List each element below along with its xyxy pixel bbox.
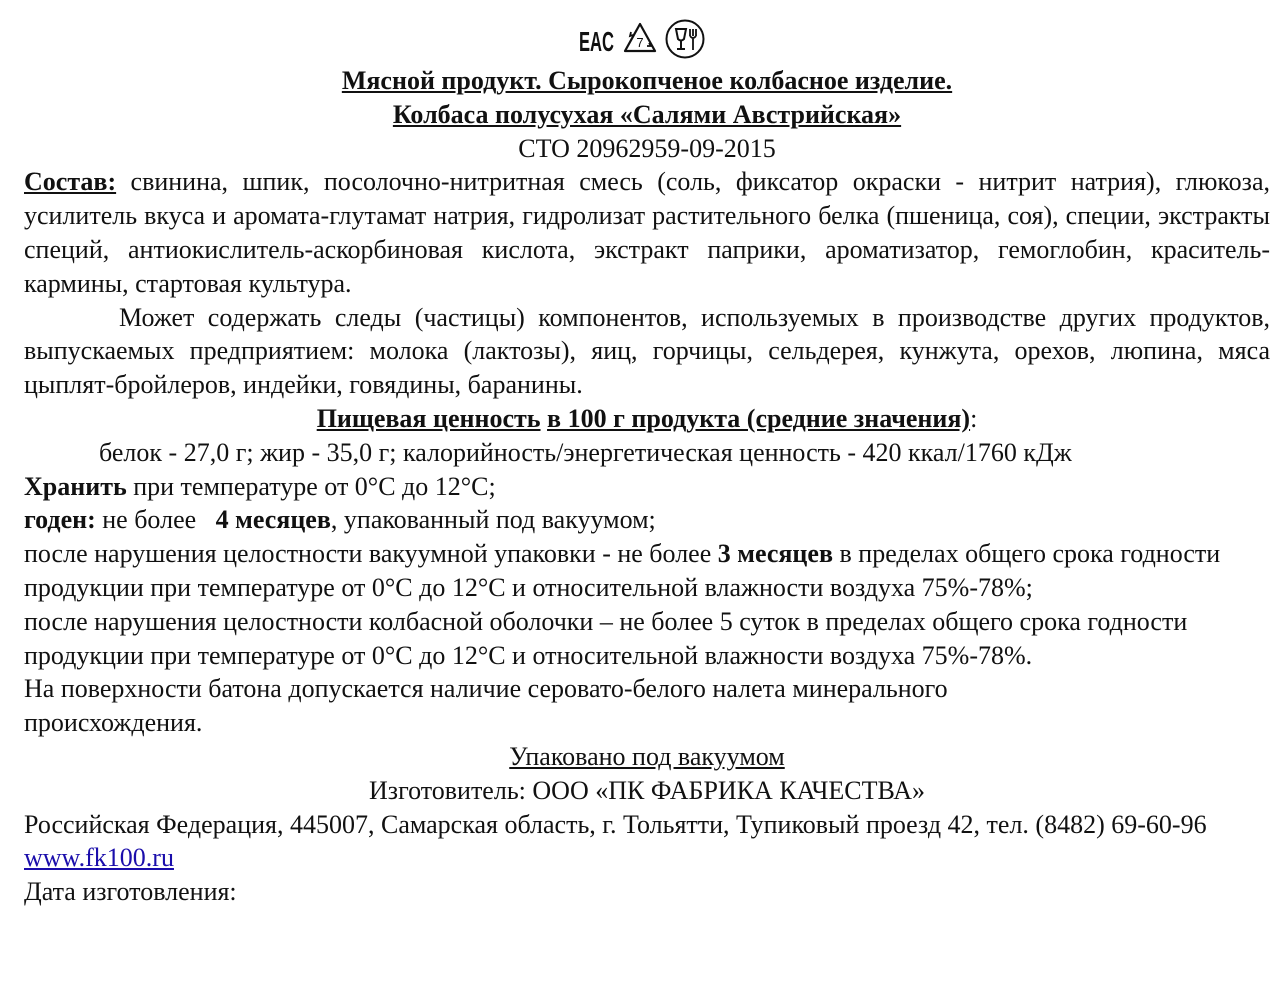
recycle-triangle-icon: [622, 21, 658, 57]
allergen-traces-paragraph: Может содержать следы (частицы) компонентов, используемых в производстве других продуктов, выпускаемых предприятием: молока (лактозы), яиц, горчицы, сельдерея, кунжута, орехов, люпина, мяса цыплят-бройлеров, индейки, говядины, баранины.: [24, 302, 1270, 400]
shelf-life-label: годен:: [24, 505, 96, 535]
website-link[interactable]: www.fk100.ru: [24, 843, 174, 873]
eac-mark-icon: [578, 19, 616, 59]
eac-mark-text: EAC: [579, 26, 614, 57]
composition-text: свинина, шпик, посолочно-нитритная смесь (соль, фиксатор окраски - нитрит натрия), глюкоза, усилитель вкуса и аромата-глутамат натрия, гидролизат растительного белка (пшеница, соя), специи, экстракты специй, антиокислитель-аскорбиновая кислота, экстракт паприки, ароматизатор, гемоглобин, краситель-кармины, стартовая культура.: [24, 167, 1270, 298]
label-document: [24, 14, 1270, 909]
surface-note-paragraph: На поверхности батона допускается наличие серовато-белого налета минерального происхождения.: [24, 674, 948, 738]
composition-paragraph: [24, 165, 1270, 300]
shelf-life-line: годен: не более 4 месяцев, упакованный под вакуумом;: [24, 505, 656, 535]
standard-code: СТО 20962959-09-2015: [518, 133, 776, 163]
production-date-label: Дата изготовления:: [24, 877, 237, 907]
composition-label: Состав:: [24, 167, 117, 197]
nutrition-title: Пищевая ценность в 100 г продукта (средние значения):: [316, 403, 978, 433]
packed-note: Упаковано под вакуумом: [509, 741, 785, 771]
manufacturer-line: Изготовитель: ООО «ПК ФАБРИКА КАЧЕСТВА»: [369, 775, 925, 805]
shelf-life-value: 4 месяцев: [209, 505, 331, 535]
address-paragraph: [24, 808, 1270, 876]
glass-fork-icon: [664, 18, 706, 60]
vacuum-breach-paragraph: после нарушения целостности вакуумной упаковки - не более 3 месяцев в пределах общего срока годности продукции при температуре от 0°С до 12°С и относительной влажности воздуха 75%-78%;: [24, 539, 1221, 602]
casing-breach-paragraph: после нарушения целостности колбасной оболочки – не более 5 суток в пределах общего срока годности продукции при температуре от 0°С до 12°С и относительной влажности воздуха 75%-78%.: [24, 606, 1188, 670]
nutrition-values: белок - 27,0 г; жир - 35,0 г; калорийность/энергетическая ценность - 420 ккал/1760 кДж: [99, 437, 1072, 467]
address-text: Российская Федерация, 445007, Самарская область, г. Тольятти, Тупиковый проезд 42, тел. (8482) 69-60-96: [24, 809, 1207, 839]
certification-marks: [14, 14, 1270, 64]
product-name-title: Колбаса полусухая «Салями Австрийская»: [392, 99, 902, 129]
product-type-title: Мясной продукт. Сырокопченое колбасное изделие.: [341, 66, 953, 95]
recycle-code: 7: [636, 35, 644, 50]
storage-label: Хранить: [24, 471, 127, 501]
storage-line: Хранить при температуре от 0°С до 12°С;: [24, 471, 496, 501]
